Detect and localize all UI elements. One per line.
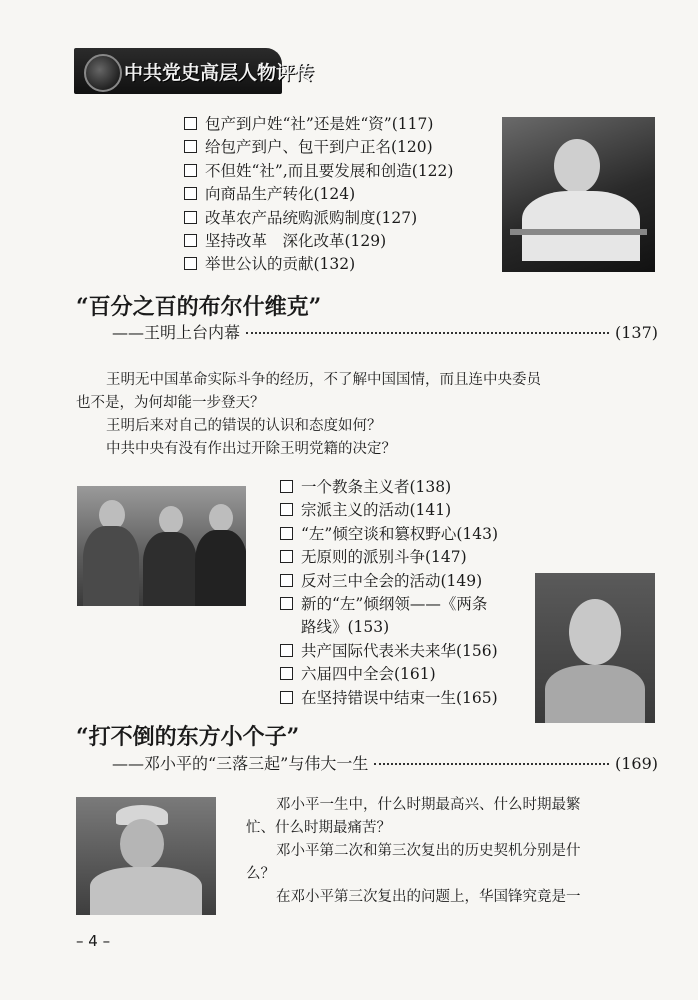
photo-soldier: [76, 797, 216, 915]
toc-item[interactable]: 共产国际代表米夫来华(156): [280, 640, 498, 663]
toc-item[interactable]: 举世公认的贡献(132): [184, 253, 453, 276]
checkbox-icon: [280, 644, 293, 657]
toc-item[interactable]: 不但姓“社”,而且要发展和创造(122): [184, 160, 453, 183]
toc-item[interactable]: 给包产到户、包干到户正名(120): [184, 136, 453, 159]
checkbox-icon: [280, 480, 293, 493]
toc-item[interactable]: 坚持改革 深化改革(129): [184, 230, 453, 253]
checkbox-icon: [280, 503, 293, 516]
checkbox-icon: [184, 117, 197, 130]
checkbox-icon: [184, 211, 197, 224]
toc-item[interactable]: 一个教条主义者(138): [280, 476, 498, 499]
toc-item[interactable]: 无原则的派别斗争(147): [280, 546, 498, 569]
checkbox-icon: [280, 691, 293, 704]
series-title: 中共党史高层人物评传: [124, 62, 315, 84]
photo-portrait: [535, 573, 655, 723]
toc-item[interactable]: 新的“左”倾纲领——《两条: [280, 593, 498, 616]
toc-item[interactable]: “左”倾空谈和篡权野心(143): [280, 523, 498, 546]
checkbox-icon: [184, 234, 197, 247]
checkbox-icon: [184, 257, 197, 270]
checkbox-icon: [184, 164, 197, 177]
section2-page: (137): [614, 323, 658, 342]
toc-item[interactable]: 向商品生产转化(124): [184, 183, 453, 206]
section2-title: “百分之百的布尔什维克”: [76, 294, 322, 320]
section2-subtitle: ——王明上台内幕: [112, 323, 241, 342]
section3-intro: 邓小平一生中，什么时期最高兴、什么时期最繁 忙、什么时期最痛苦？ 邓小平第二次和第三次复出的历史契机分别是什 么？ 在邓小平第三次复出的问题上，华国锋究竟是一: [246, 797, 581, 905]
photo-group: [77, 486, 246, 606]
toc-item[interactable]: 在坚持错误中结束一生(165): [280, 687, 498, 710]
toc-item[interactable]: 包产到户姓“社”还是姓“资”(117): [184, 113, 453, 136]
section2-intro: 王明无中国革命实际斗争的经历，不了解中国国情，而且连中央委员 也不是，为何却能一步登天？ 王明后来对自己的错误的认识和态度如何？ 中共中央有没有作出过开除王明党籍的决定？: [76, 372, 541, 457]
checkbox-icon: [280, 527, 293, 540]
dot-leader: [246, 332, 609, 334]
toc-item[interactable]: 反对三中全会的活动(149): [280, 570, 498, 593]
toc-item[interactable]: 改革农产品统购派购制度(127): [184, 207, 453, 230]
section3-page: (169): [614, 754, 658, 773]
page-number: – 4 –: [76, 932, 111, 950]
toc-item[interactable]: 六届四中全会(161): [280, 663, 498, 686]
section3-subtitle-line[interactable]: [112, 751, 658, 774]
section1-toc-list: [184, 113, 453, 277]
checkbox-icon: [280, 597, 293, 610]
section2-subtitle-line[interactable]: [112, 320, 658, 343]
party-emblem-icon: [84, 54, 122, 92]
dot-leader: [374, 763, 609, 765]
section3-title: “打不倒的东方小个子”: [76, 724, 300, 750]
toc-item[interactable]: 宗派主义的活动(141): [280, 499, 498, 522]
section2-toc-list: [280, 476, 498, 710]
checkbox-icon: [184, 140, 197, 153]
checkbox-icon: [280, 574, 293, 587]
checkbox-icon: [280, 667, 293, 680]
checkbox-icon: [280, 550, 293, 563]
checkbox-icon: [184, 187, 197, 200]
section3-subtitle: ——邓小平的“三落三起”与伟大一生: [112, 754, 369, 773]
toc-item-continued[interactable]: 路线》(153): [301, 618, 390, 637]
photo-speaker: [502, 117, 655, 272]
